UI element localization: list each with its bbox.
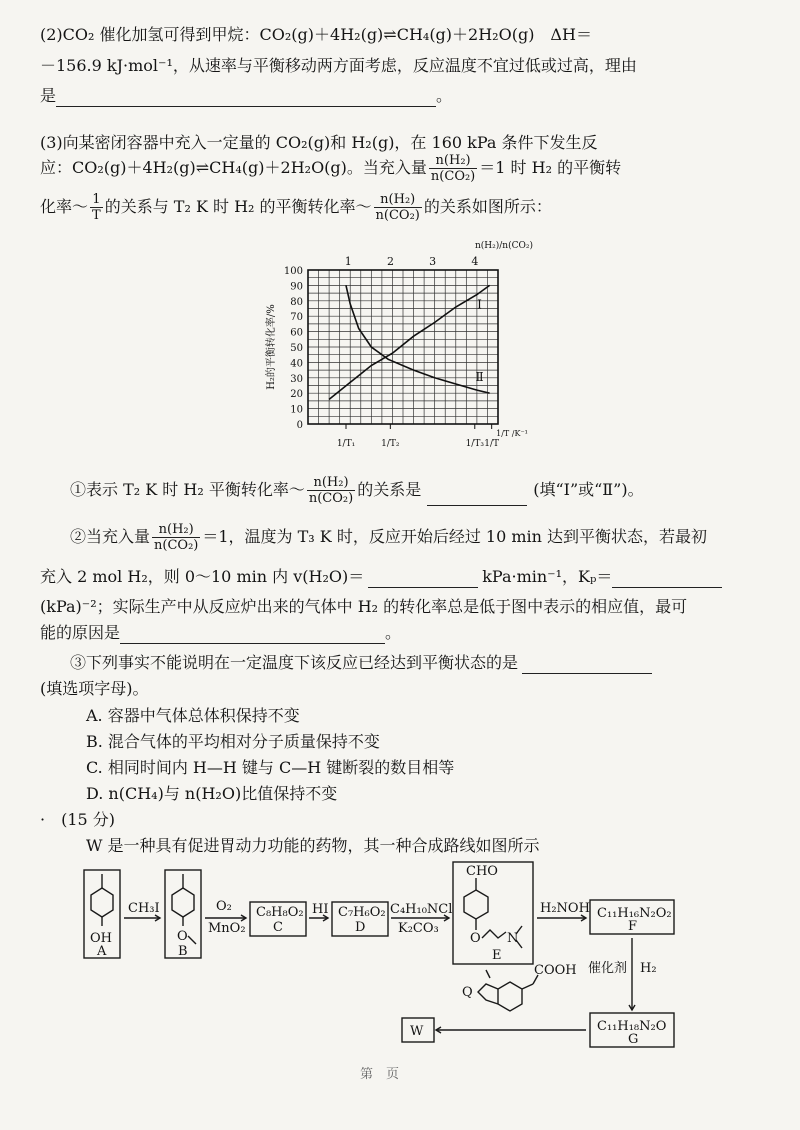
y-tick-label: 50 [290, 343, 303, 354]
series-ii-label: Ⅱ [475, 369, 484, 384]
q3-s3-a: ③下列事实不能说明在一定温度下该反应已经达到平衡状态的是 [70, 653, 519, 672]
q3-s2-line3: (kPa)⁻²；实际生产中从反应炉出来的气体中 H₂ 的转化率总是低于图中表示的相应值，最可 [40, 597, 688, 616]
q3-s3-b: (填选项字母)。 [40, 679, 149, 698]
option-b[interactable]: B. 混合气体的平均相对分子质量保持不变 [86, 732, 380, 751]
q3-s3 [70, 652, 652, 674]
compound-f-formula: C₁₁H₁₆N₂O₂ [597, 906, 672, 921]
q3-s1-b: 的关系是 [357, 480, 422, 499]
compound-w-label: W [410, 1024, 424, 1039]
ratio-fraction: $\frac{\text{n(H₂)}}{\text{n(CO₂)}}$ [430, 153, 476, 184]
compound-d-label: D [355, 920, 366, 935]
bottom-tick-label: 1/T [484, 439, 500, 449]
synthesis-route [0, 860, 800, 1060]
q3-s2-b: ＝1，温度为 T₃ K 时，反应开始后经过 10 min 达到平衡状态，若最初 [202, 527, 708, 546]
top-tick-label: 1 [344, 255, 352, 268]
compound-e-o: O [470, 931, 481, 946]
q3-s1-a: ①表示 T₂ K 时 H₂ 平衡转化率～ [70, 480, 305, 499]
compound-d-formula: C₇H₆O₂ [338, 905, 386, 920]
q3-s2-line4-suffix: 。 [385, 623, 402, 642]
bottom-tick-label: 1/T₁ [336, 439, 356, 449]
q2-answer-blank[interactable] [56, 88, 436, 107]
reagent-c4h10ncl: C₄H₁₀NCl [390, 902, 453, 917]
q2-line3-suffix: 。 [436, 86, 453, 105]
y-tick-label: 90 [290, 281, 303, 293]
y-tick-label: 0 [296, 420, 303, 431]
q3-line2-prefix: 应：CO₂(g)＋4H₂(g)⇌CH₄(g)＋2H₂O(g)。当充入量 [40, 158, 427, 177]
q3-s2-line2-b: kPa·min⁻¹，Kₚ＝ [482, 567, 613, 586]
q2-line2: －156.9 kJ·mol⁻¹，从速率与平衡移动两方面考虑，反应温度不宜过低或过高，理由 [40, 56, 637, 75]
y-tick-label: 10 [290, 404, 303, 416]
compound-q-label: Q [462, 985, 473, 1000]
reagent-h2noh: H₂NOH [540, 901, 590, 916]
compound-a-ring [91, 888, 113, 917]
q3-s3-blank[interactable] [522, 655, 652, 674]
compound-e-label: E [492, 948, 502, 963]
bottom-axis-unit: 1/T /K⁻¹ [496, 429, 528, 438]
series-i-curve [329, 285, 490, 399]
y-tick-label: 30 [290, 373, 303, 385]
compound-b-label: B [178, 944, 188, 959]
ratio-fraction-3: $\frac{\text{n(H₂)}}{\text{n(CO₂)}}$ [308, 475, 354, 506]
compound-b-ring [172, 888, 194, 917]
q3-line3-b: 的关系与 T₂ K 时 H₂ 的平衡转化率～ [104, 197, 372, 216]
q3-line2 [40, 153, 621, 184]
y-tick-label: 80 [290, 296, 303, 308]
q3-s1-c: (填“Ⅰ”或“Ⅱ”)。 [533, 480, 644, 499]
rate-blank[interactable] [368, 569, 478, 588]
reagent-ch3i: CH₃I [128, 901, 160, 916]
q3-line3-c: 的关系如图所示： [423, 197, 552, 216]
reagent-k2co3: K₂CO₃ [398, 921, 439, 936]
compound-e-cho: CHO [466, 864, 498, 879]
q3-s2-line4 [40, 622, 401, 644]
reason-blank[interactable] [120, 625, 385, 644]
compound-a-oh: OH [90, 931, 112, 946]
ratio-fraction-4: $\frac{\text{n(H₂)}}{\text{n(CO₂)}}$ [154, 522, 199, 553]
ratio-fraction-2: $\frac{\text{n(H₂)}}{\text{n(CO₂)}}$ [375, 192, 420, 223]
q2-line3 [40, 85, 452, 107]
y-tick-label: 40 [290, 358, 303, 370]
reagent-h2: H₂ [640, 961, 657, 976]
y-tick-label: 60 [290, 327, 303, 339]
compound-c-formula: C₈H₈O₂ [256, 905, 304, 920]
compound-c-label: C [273, 920, 283, 935]
q3-s2-line4-prefix: 能的原因是 [40, 623, 121, 642]
compound-e-ring [464, 890, 488, 919]
conversion-chart [260, 232, 550, 464]
option-a[interactable]: A. 容器中气体总体积保持不变 [86, 706, 300, 725]
q3-line3 [40, 192, 552, 223]
reagent-catalyst: 催化剂 [588, 961, 628, 976]
option-d[interactable]: D. n(CH₄)与 n(H₂O)比值保持不变 [86, 784, 338, 803]
reagent-o2: O₂ [216, 899, 232, 914]
top-tick-label: 3 [429, 255, 437, 268]
q3-s2-line2 [40, 566, 722, 588]
reagent-hi: HI [312, 902, 329, 917]
q2-line3-prefix: 是 [40, 86, 57, 105]
compound-e-n: N [507, 931, 519, 946]
q3-s2 [70, 522, 707, 553]
q-next-head: · (15 分) [40, 810, 116, 829]
q3-line3-a: 化率～ [40, 197, 89, 216]
compound-a-label: A [97, 944, 107, 959]
q2-line1: (2)CO₂ 催化加氢可得到甲烷：CO₂(g)＋4H₂(g)⇌CH₄(g)＋2H₂O(g) ΔH＝ [40, 25, 592, 44]
option-c[interactable]: C. 相同时间内 H—H 键与 C—H 键断裂的数目相等 [86, 758, 455, 777]
q3-s2-line2-a: 充入 2 mol H₂，则 0～10 min 内 v(H₂O)＝ [40, 567, 365, 586]
compound-b-o: O [177, 929, 188, 944]
q3-s1-blank[interactable] [427, 487, 527, 506]
reagent-mno2: MnO₂ [208, 921, 246, 936]
y-tick-label: 100 [283, 266, 303, 277]
bottom-tick-label: 1/T₃ [465, 439, 484, 449]
y-tick-label: 20 [290, 389, 303, 401]
kp-blank[interactable] [612, 569, 722, 588]
inverse-temp-fraction: $\frac{1}{T}$ [92, 192, 101, 223]
y-tick-label: 70 [290, 312, 303, 324]
q3-line1: (3)向某密闭容器中充入一定量的 CO₂(g)和 H₂(g)，在 160 kPa 条件下发生反 [40, 133, 598, 152]
series-i-label: Ⅰ [477, 297, 482, 312]
q3-s2-a: ②当充入量 [70, 527, 151, 546]
q3-line2-suffix: ＝1 时 H₂ 的平衡转 [479, 158, 622, 177]
q-next-intro: W 是一种具有促进胃动力功能的药物，其一种合成路线如图所示 [86, 836, 540, 855]
compound-g-label: G [628, 1032, 639, 1047]
y-axis-label: H₂的平衡转化率/% [266, 304, 277, 390]
top-tick-label: 2 [386, 255, 394, 268]
bottom-tick-label: 1/T₂ [381, 439, 400, 449]
compound-q-cooh: COOH [534, 963, 577, 978]
compound-q-ring [498, 982, 522, 1011]
compound-g-formula: C₁₁H₁₈N₂O [597, 1019, 667, 1034]
q3-s1 [70, 475, 644, 506]
top-tick-label: 4 [471, 255, 479, 268]
top-axis-label: n(H₂)/n(CO₂) [475, 241, 533, 251]
compound-f-label: F [628, 919, 638, 934]
page-footer: 第 页 [360, 1067, 400, 1082]
